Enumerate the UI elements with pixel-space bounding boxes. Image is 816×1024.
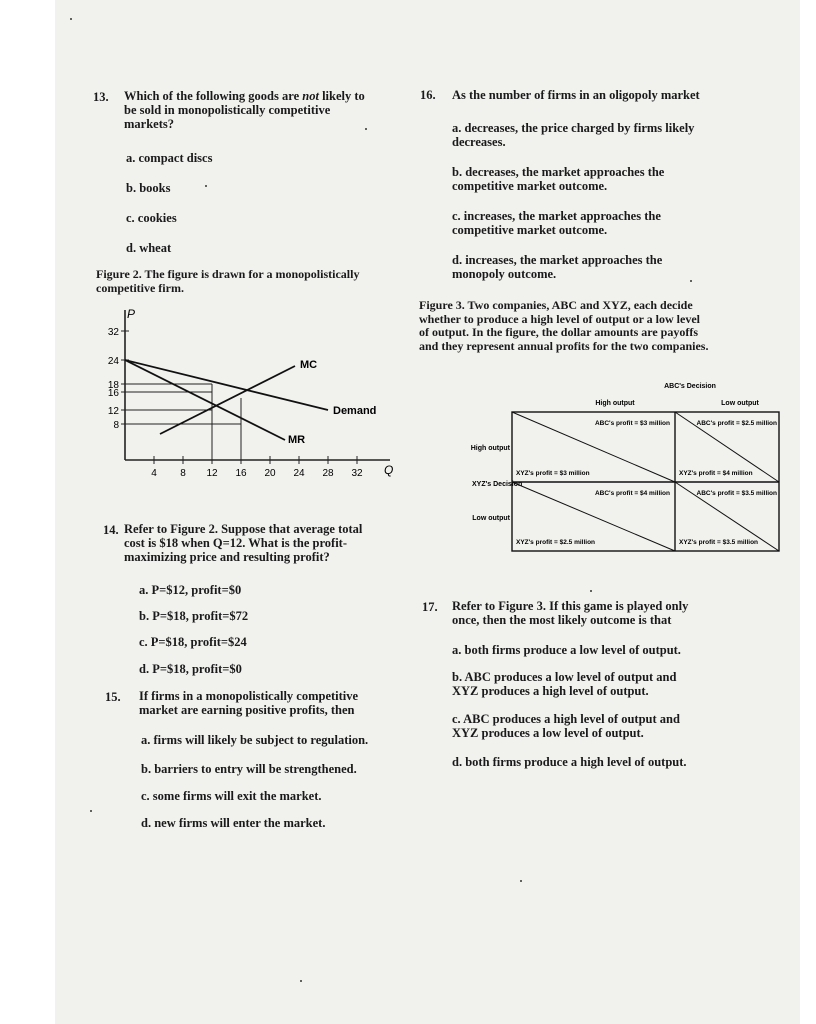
q17-option-a[interactable]: a. both firms produce a low level of output.: [452, 643, 681, 657]
q13-stem: Which of the following goods are not likely to be sold in monopolistically competitive markets?: [124, 89, 365, 131]
figure3-cell-high-high-xyz: XYZ's profit = $3 million: [516, 470, 590, 477]
q17-option-b[interactable]: b. ABC produces a low level of output and XYZ produces a high level of output.: [452, 670, 677, 698]
figure3-cell-low-high-xyz: XYZ's profit = $4 million: [679, 470, 753, 477]
q14-option-b[interactable]: b. P=$18, profit=$72: [139, 609, 249, 623]
scan-speck: [90, 810, 92, 812]
q16-stem: As the number of firms in an oligopoly market: [452, 88, 700, 102]
scan-speck: [690, 280, 692, 282]
figure3-abc-low-output: Low output: [721, 400, 759, 407]
figure2-graph: [100, 300, 410, 490]
figure3-cell-high-low-xyz: XYZ's profit = $2.5 million: [516, 539, 596, 546]
q13-number: 13.: [93, 90, 109, 104]
figure2-x-tick: 28: [322, 468, 334, 479]
figure3-xyz-decision: XYZ's Decision: [472, 481, 523, 488]
figure2-x-tick: 4: [151, 468, 157, 479]
figure2-x-tick: 8: [180, 468, 186, 479]
q16-option-a[interactable]: a. decreases, the price charged by firms likely decreases.: [452, 121, 695, 149]
q15-option-a[interactable]: a. firms will likely be subject to regulation.: [141, 733, 369, 747]
figure2-p-label: P: [127, 307, 136, 321]
q15-option-b[interactable]: b. barriers to entry will be strengthened.: [141, 762, 357, 776]
figure3-payoff-matrix: [470, 378, 790, 558]
figure2-mr-label: MR: [288, 434, 306, 446]
q16-number: 16.: [420, 88, 436, 102]
q13-option-c[interactable]: c. cookies: [126, 211, 177, 225]
q15-number: 15.: [105, 690, 121, 704]
q14-option-c[interactable]: c. P=$18, profit=$24: [139, 635, 247, 649]
figure2-x-tick: 12: [206, 468, 218, 479]
scan-speck: [365, 128, 367, 130]
q15-stem: If firms in a monopolistically competitive market are earning positive profits, then: [139, 689, 359, 717]
figure2-q-label: Q: [384, 463, 394, 477]
q15-option-c[interactable]: c. some firms will exit the market.: [141, 789, 322, 803]
scan-speck: [205, 185, 207, 187]
figure3-cell-low-high-abc: ABC's profit = $2.5 million: [696, 420, 777, 427]
figure2-y-tick: 8: [113, 420, 119, 431]
q13-option-d[interactable]: d. wheat: [126, 241, 172, 255]
figure2-y-tick: 12: [107, 406, 119, 417]
q16-option-b[interactable]: b. decreases, the market approaches the competitive market outcome.: [452, 165, 665, 193]
q17-option-d[interactable]: d. both firms produce a high level of output.: [452, 755, 687, 769]
q17-option-c[interactable]: c. ABC produces a high level of output and XYZ produces a low level of output.: [452, 712, 680, 740]
scan-speck: [590, 590, 592, 592]
figure2-y-tick: 32: [107, 327, 119, 338]
figure2-caption: Figure 2. The figure is drawn for a monopolistically competitive firm.: [96, 267, 360, 295]
figure2-demand-curve: [125, 360, 328, 410]
figure3-xyz-low-output: Low output: [472, 515, 510, 522]
figure3-cell-high-low-abc: ABC's profit = $4 million: [594, 490, 670, 497]
q17-number: 17.: [422, 600, 438, 614]
figure3-caption: Figure 3. Two companies, ABC and XYZ, each decide whether to produce a high level of output or a low level of output. In the figure, the dollar amounts are payoffs and they represent annual profits for the two companies.: [419, 298, 709, 353]
figure2-y-tick: 24: [107, 356, 119, 367]
q17-stem: Refer to Figure 3. If this game is played only once, then the most likely outcome is that: [452, 599, 689, 627]
q13-option-a[interactable]: a. compact discs: [126, 151, 213, 165]
q16-option-c[interactable]: c. increases, the market approaches the competitive market outcome.: [452, 209, 661, 237]
figure2-y-tick: 18: [107, 380, 119, 391]
figure2-x-tick: 32: [351, 468, 363, 479]
q16-option-d[interactable]: d. increases, the market approaches the monopoly outcome.: [452, 253, 663, 281]
figure2-demand-label: Demand: [333, 405, 377, 417]
q14-option-d[interactable]: d. P=$18, profit=$0: [139, 662, 242, 676]
figure3-cell-low-low-abc: ABC's profit = $3.5 million: [696, 490, 777, 497]
q13-option-b[interactable]: b. books: [126, 181, 171, 195]
figure3-abc-high-output: High output: [595, 400, 635, 407]
figure3-cell-low-low-xyz: XYZ's profit = $3.5 million: [679, 539, 759, 546]
scan-speck: [520, 880, 522, 882]
figure3-abc-decision: ABC's Decision: [664, 383, 716, 390]
figure2-mc-label: MC: [300, 359, 318, 371]
figure3-cell-high-high-abc: ABC's profit = $3 million: [594, 420, 670, 427]
figure2-x-tick: 20: [264, 468, 276, 479]
q14-option-a[interactable]: a. P=$12, profit=$0: [139, 583, 242, 597]
figure2-mr-curve: [125, 360, 285, 440]
q15-option-d[interactable]: d. new firms will enter the market.: [141, 816, 326, 830]
figure2-x-tick: 24: [293, 468, 305, 479]
scan-speck: [300, 980, 302, 982]
figure2-x-tick: 16: [235, 468, 247, 479]
q14-stem: Refer to Figure 2. Suppose that average total cost is $18 when Q=12. What is the profit-maximizing price and resulting profit?: [124, 522, 363, 564]
q14-number: 14.: [103, 523, 119, 537]
figure2-y-tick: 16: [107, 388, 119, 399]
scan-speck: [70, 18, 72, 20]
figure3-xyz-high-output: High output: [470, 445, 510, 452]
